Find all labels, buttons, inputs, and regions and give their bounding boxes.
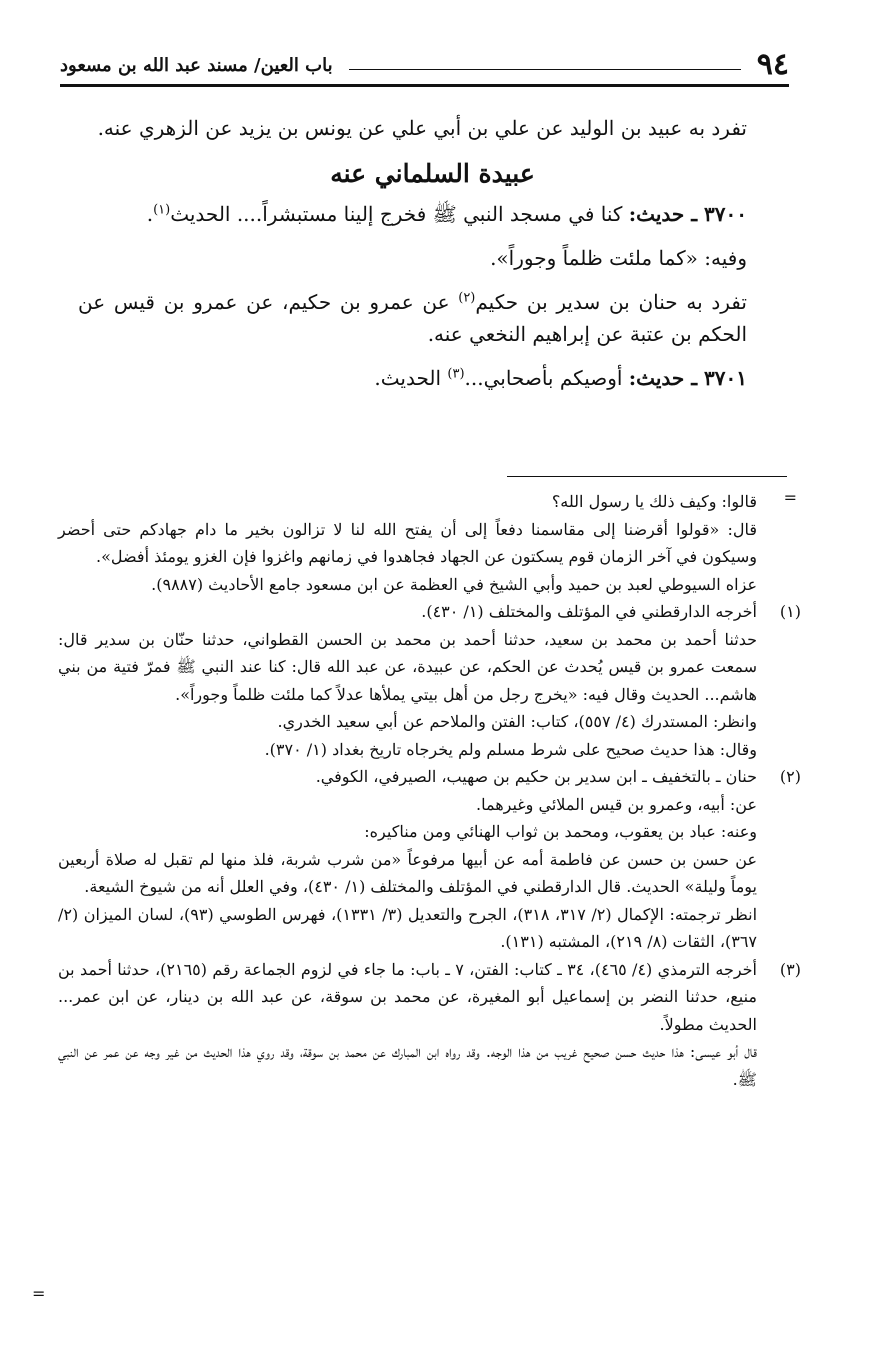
footnote-1-line-a: أخرجه الدارقطني في المؤتلف والمختلف (١/ ٤٣٠). bbox=[421, 602, 757, 621]
page-header bbox=[60, 38, 789, 87]
footnote-1-line-c: وانظر: المستدرك (٤/ ٥٥٧)، كتاب: الفتن والملاحم عن أبي سعيد الخدري. bbox=[277, 712, 757, 731]
footnote-1-line-b: حدثنا أحمد بن محمد بن سعيد، حدثنا أحمد بن محمد بن الحسن القطواني، حدثنا حنّان بن سدير قال: سمعت عمرو بن قيس يُحدث عن الحكم، عن عبيدة، عن عبد الله قال: كنا عند النبي ﷺ فمرّ فتية من بني هاشم... الحديث وقال فيه: «يخرج رجل من أهل بيتي يملأها عدلاً كما ملئت ظلماً وجوراً». bbox=[58, 629, 758, 704]
footnote-continued-2: قال: «قولوا أقرضنا إلى مقاسمنا دفعاً إلى أن يفتح الله لنا لا تزالون بخير ما دام جهادكم حتى أحضر وسيكون في آخر الزمان قوم يسكتون عن الجهاد فجاهدوا في زمانهم واغزوا فإن الغزو يومئذ أفضل». bbox=[58, 519, 757, 566]
footnote-2-line-c: وعنه: عباد بن يعقوب، ومحمد بن ثواب الهنائي ومن مناكيره: bbox=[364, 822, 757, 841]
footnote-3-number: (٣) bbox=[779, 959, 801, 979]
hadith-3701-end: الحديث. bbox=[374, 366, 448, 390]
footnote-1-number: (١) bbox=[779, 602, 801, 621]
footnote-3-line-a: أخرجه الترمذي (٤/ ٤٦٥)، ٣٤ ـ كتاب: الفتن، ٧ ـ باب: ما جاء في لزوم الجماعة رقم (٢١٦٥)، حدثنا أحمد بن منيع، حدثنا النضر بن إسماعيل أبو المغيرة، عن محمد بن سوقة، عن عبد الله بن دينار، عن ابن عمر... الحديث مطولاً. bbox=[58, 959, 757, 1034]
footnote-3 bbox=[58, 956, 801, 1039]
footnote-ref-3[interactable]: (٣) bbox=[447, 366, 465, 382]
hadith-3701 bbox=[78, 362, 787, 394]
hadith-3700 bbox=[78, 198, 787, 230]
hadith-3701-number: ٣٧٠١ ـ حديث: bbox=[628, 366, 747, 390]
page-number: ٩٤ bbox=[756, 47, 789, 82]
hadith-3701-text: أوصيكم بأصحابي... bbox=[464, 366, 629, 390]
hadith-3700-text: كنا في مسجد النبي ﷺ فخرج إلينا مستبشراً.... الحديث bbox=[170, 202, 629, 226]
footnote-2-line-e: انظر ترجمته: الإكمال (٢/ ٣١٧، ٣١٨)، الجرح والتعديل (٣/ ١٣٣١)، فهرس الطوسي (٩٣)، لسان الميزان (٢/ ٣٦٧)، الثقات (٨/ ٢١٩)، المشتبه (١٣١). bbox=[58, 904, 758, 951]
footnote-2-number: (٢) bbox=[779, 767, 801, 786]
header-rule bbox=[349, 69, 741, 70]
main-text bbox=[78, 112, 787, 394]
tafarrad-text-b: عن عمرو بن حكيم، عن عمرو بن قيس عن الحكم بن عتبة عن إبراهيم النخعي عنه. bbox=[78, 290, 747, 346]
tafarrad-text-a: تفرد به حنان بن سدير بن حكيم bbox=[475, 290, 747, 314]
paragraph-tafarrad-zuhri: تفرد به عبيد بن الوليد عن علي بن أبي علي عن يونس بن يزيد عن الزهري عنه. bbox=[97, 116, 747, 140]
continuation-mark-top: = bbox=[783, 488, 797, 507]
continuation-mark-bottom: = bbox=[32, 1284, 46, 1303]
footnote-1-line-d: وقال: هذا حديث صحيح على شرط مسلم ولم يخرجاه تاريخ بغداد (١/ ٣٧٠). bbox=[264, 739, 757, 759]
paragraph-wafih: وفيه: «كما ملئت ظلماً وجوراً». bbox=[490, 246, 747, 270]
paragraph-tafarrad-hanan bbox=[78, 286, 787, 350]
footnote-separator bbox=[507, 476, 787, 477]
hadith-3700-end: . bbox=[146, 202, 154, 226]
footnote-2-line-b: عن: أبيه، وعمرو بن قيس الملائي وغيرهما. bbox=[476, 794, 757, 814]
hadith-3700-number: ٣٧٠٠ ـ حديث: bbox=[628, 202, 747, 226]
footnote-2 bbox=[58, 763, 801, 791]
footnote-1 bbox=[58, 598, 801, 626]
footnote-ref-2[interactable]: (٢) bbox=[458, 290, 476, 306]
footnote-continued-3: عزاه السيوطي لعبد بن حميد وأبي الشيخ في العظمة عن ابن مسعود جامع الأحاديث (٩٨٨٧). bbox=[151, 574, 757, 594]
footnote-continued-1: قالوا: وكيف ذلك يا رسول الله؟ bbox=[551, 492, 757, 511]
footnotes bbox=[58, 488, 801, 1093]
footnote-2-line-a: حنان ـ بالتخفيف ـ ابن سدير بن حكيم بن صهيب، الصيرفي، الكوفي. bbox=[315, 767, 757, 786]
footnote-3-line-b: قال أبو عيسى: هذا حديث حسن صحيح غريب من هذا الوجه. وقد رواه ابن المبارك عن محمد بن سوقة، وقد روي هذا الحديث من غير وجه عن عمر عن النبي ﷺ. bbox=[58, 1042, 758, 1089]
footnote-2-line-d: عن حسن بن حسن عن فاطمة أمه عن أبيها مرفوعاً «من شرب شربة، فلذ منها لم تقبل له صلاة أربعين يوماً وليلة» الحديث. قال الدارقطني في المؤتلف والمختلف (١/ ٤٣٠)، وفي العلل أنه من شيوخ الشيعة. bbox=[58, 849, 757, 896]
section-heading: عبيدة السلماني عنه bbox=[330, 159, 535, 188]
running-title: باب العين/ مسند عبد الله بن مسعود bbox=[60, 55, 333, 76]
footnote-ref-1[interactable]: (١) bbox=[153, 202, 171, 218]
